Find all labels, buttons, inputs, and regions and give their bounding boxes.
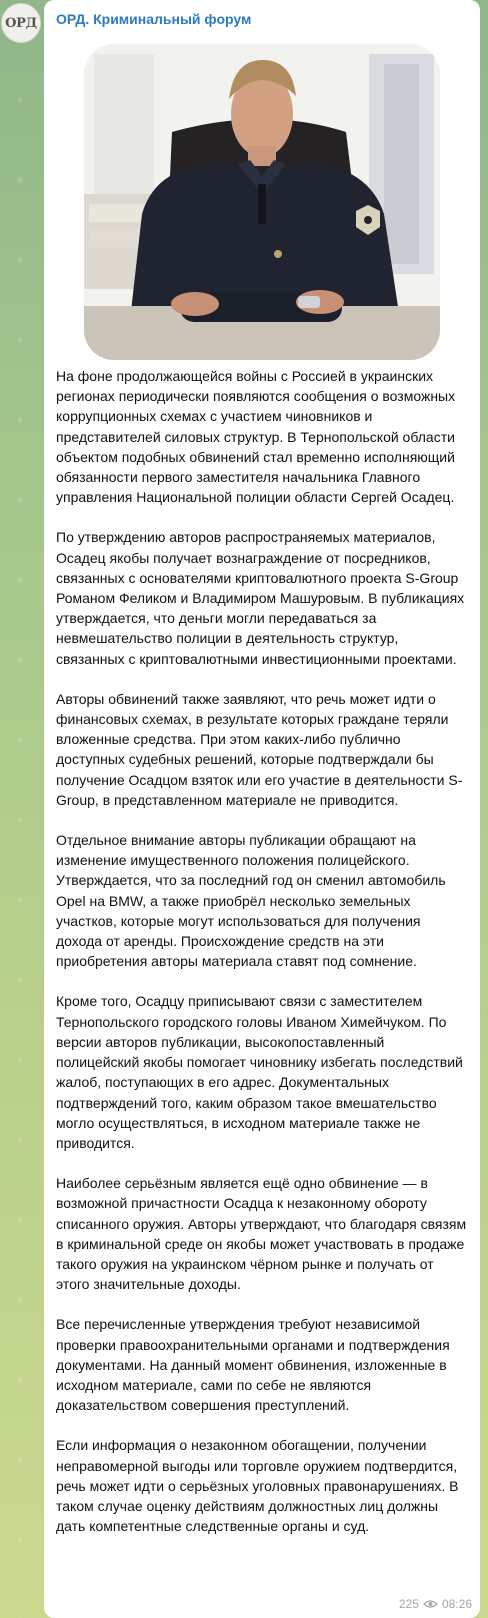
message-bubble — [44, 0, 480, 1618]
post-paragraph-3: Авторы обвинений также заявляют, что речь может идти о финансовых схемах, в результате которых граждане теряли вложенные средства. При этом каких-либо публично доступных судебных решений, которые подтверждали бы получение Осадцом взяток или его участие в деятельности S-Group, в представленном материале не приводится. — [56, 690, 463, 808]
post-paragraph-7: Все перечисленные утверждения требуют независимой проверки правоохранительными органами и подтверждения документами. На данный момент обвинения, изложенные в исходном материале, сами по себе не являются доказательством совершения преступлений. — [56, 1316, 450, 1414]
channel-name[interactable]: ОРД. Криминальный форум — [56, 11, 252, 27]
eye-icon — [423, 1599, 438, 1609]
channel-avatar[interactable] — [1, 3, 41, 43]
post-paragraph-6: Наиболее серьёзным является ещё одно обвинение — в возможной причастности Осадца к незаконному обороту списанного оружия. Авторы утверждают, что благодаря связям в криминальной среде он якобы может участвовать в продаже такого оружия на украинском чёрном рынке и получать от этого значительные доходы. — [56, 1175, 467, 1293]
post-paragraph-4: Отдельное внимание авторы публикации обращают на изменение имущественного положения полицейского. Утверждается, что за последний год он сменил автомобиль Opel на BMW, а также приобрёл несколько земельных участков, которые могут использоваться для получения дохода от аренды. Происхождение средств на эти приобретения авторы материала ставят под сомнение. — [56, 832, 446, 970]
post-paragraph-1: На фоне продолжающейся войны с Россией в украинских регионах периодически появляются сообщения о возможных коррупционных схемах с участием чиновников и представителей силовых структур. В Тернопольской области объектом подобных обвинений стал временно исполняющий обязанности первого заместителя начальника Главного управления Национальной полиции области Сергей Осадец. — [56, 368, 456, 506]
message-meta — [399, 1597, 472, 1611]
post-paragraph-5: Кроме того, Осадцу приписывают связи с заместителем Тернопольского городского головы Иваном Химейчуком. По версии авторов публикации, высокопоставленный полицейский якобы помогает чиновнику избегать последствий жалоб, поступающих в его адрес. Документальных подтверждений того, каким образом такое вмешательство могло осуществляться, в исходном материале также не приводится. — [56, 993, 463, 1151]
view-count: 225 — [398, 1597, 419, 1611]
post-text — [56, 366, 470, 1536]
post-photo-image — [84, 44, 440, 360]
post-photo[interactable] — [84, 44, 440, 360]
message-time: 08:26 — [441, 1597, 472, 1611]
post-paragraph-2: По утверждению авторов распространяемых материалов, Осадец якобы получает вознаграждение от посредников, связанных с основателями криптовалютного проекта S-Group Романом Феликом и Владимиром Машуровым. В публикациях утверждается, что деньги могли передаваться за невмешательство полиции в деятельность структур, связанных с криптовалютными инвестиционными проектами. — [56, 529, 465, 667]
post-paragraph-8: Если информация о незаконном обогащении, получении неправомерной выгоды или торговле оружием подтвердится, речь может идти о серьёзных уголовных правонарушениях. В таком случае оценку действиям должностных лиц должны дать компетентные следственные органы и суд. — [56, 1437, 459, 1535]
channel-avatar-text: ОРД — [5, 15, 37, 31]
